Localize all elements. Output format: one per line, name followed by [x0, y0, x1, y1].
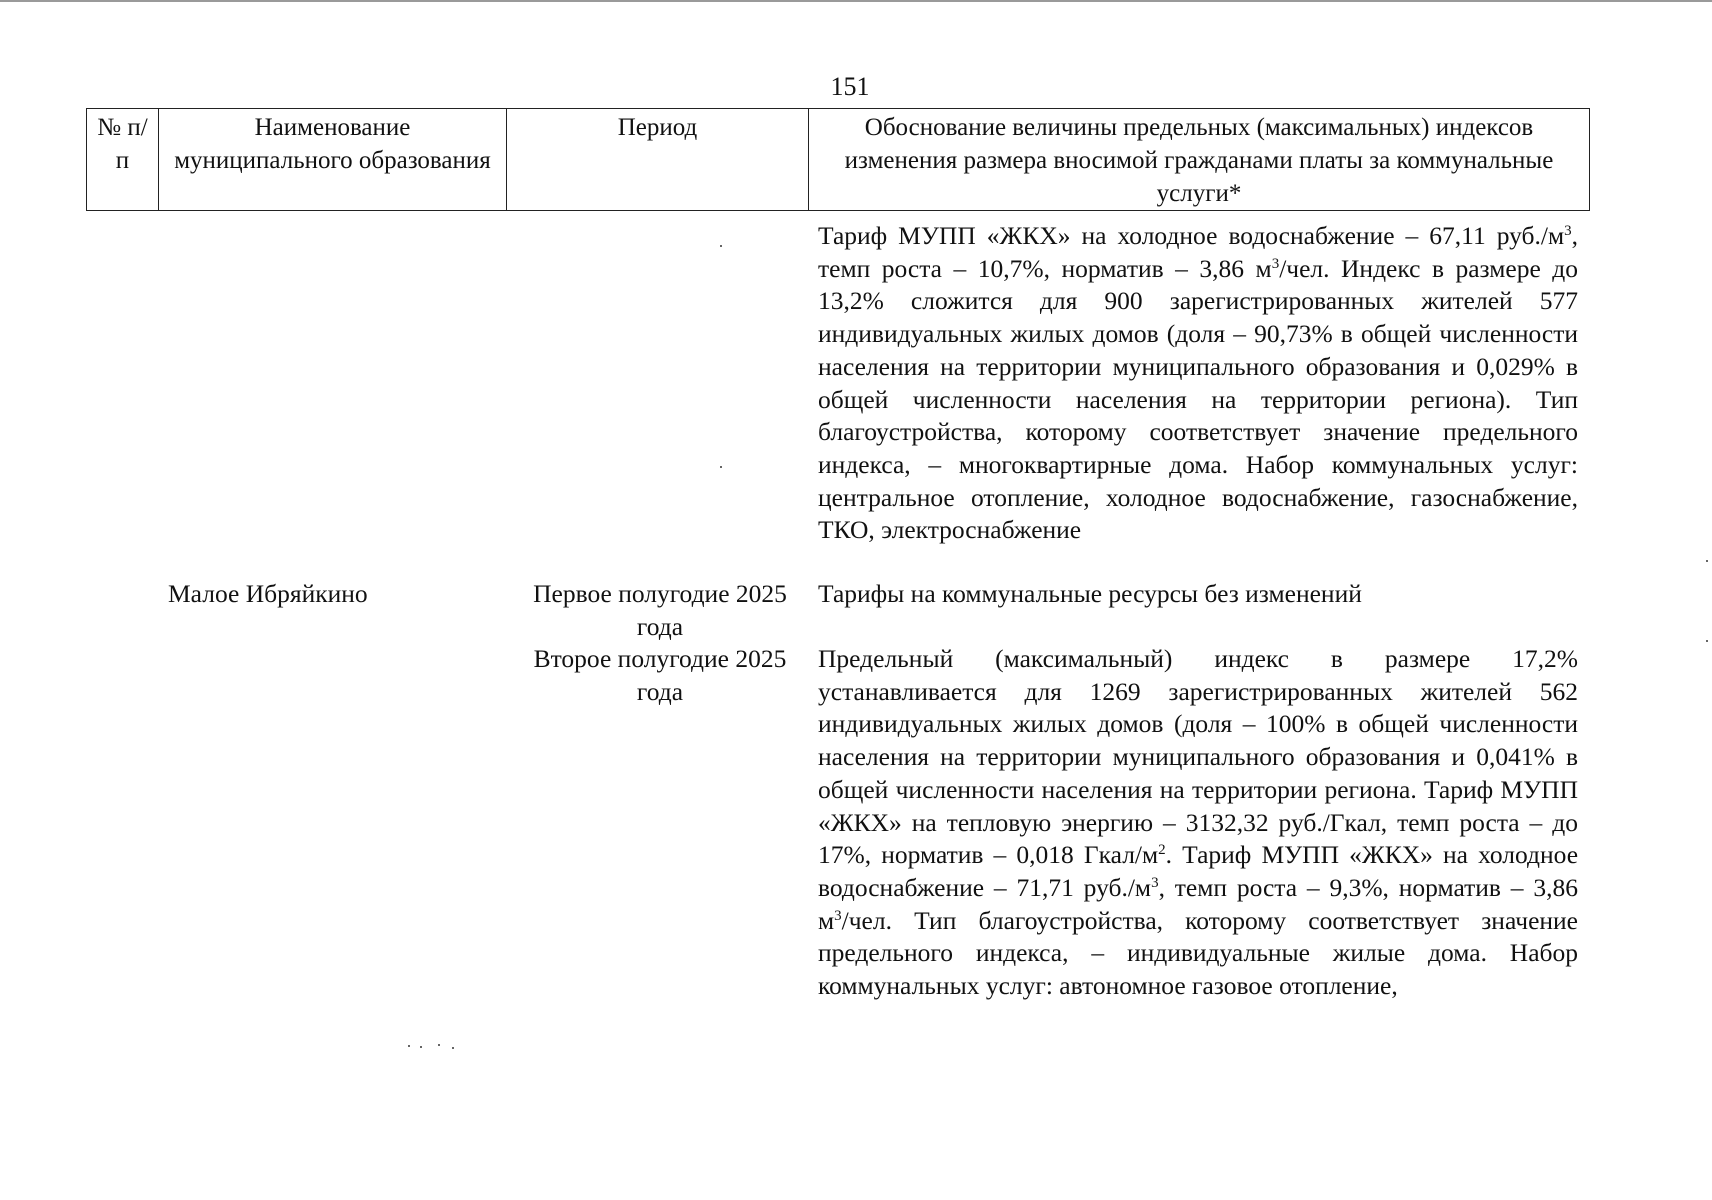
period-first-half: Первое полугодие 2025 года	[533, 579, 787, 641]
table-header	[86, 108, 1590, 211]
justification-row-0: Тариф МУПП «ЖКХ» на холодное водоснабжение – 67,11 $руб./м^3$, темп роста – 10,7%, норматив – 3,86 $м^3$/чел. Индекс в размере до 13,2% сложится для 900 зарегистрированных жителей 577 индивидуальных жилых домов (доля – 90,73% в общей численности населения на территории муниципального образования и 0,029% в общей численности населения на территории региона). Тип благоустройства, которому соответствует значение предельного индекса, – многоквартирные дома. Набор коммунальных услуг: центральное отопление, холодное водоснабжение, газоснабжение, ТКО, электроснабжение	[818, 221, 1579, 545]
header-num: № п/п	[87, 109, 159, 211]
page-number: 151	[830, 72, 870, 101]
justification-row-2: Предельный (максимальный) индекс в размере 17,2% устанавливается для 1269 зарегистрированных жителей 562 индивидуальных жилых домов (доля – 100% в общей численности населения на территории муниципального образования и 0,041% в общей численности населения на территории региона. Тариф МУПП «ЖКХ» на тепловую энергию – 3132,32 руб./Гкал, темп роста – до 17%, норматив – 0,018 Гкал/$м^2$. Тариф МУПП «ЖКХ» на холодное водоснабжение – 71,71 $руб./м^3$, темп роста – 9,3%, норматив – 3,86 $м^3$/чел. Тип благоустройства, которому соответствует значение предельного индекса, – индивидуальные жилые дома. Набор коммунальных услуг: автономное газовое отопление,	[818, 644, 1579, 1001]
period-second-half: Второе полугодие 2025 года	[533, 644, 787, 706]
header-justification: Обоснование величины предельных (максимальных) индексов изменения размера вносимой гражданами платы за коммунальные услуги*	[809, 109, 1590, 211]
scan-speck	[1706, 560, 1708, 562]
scan-speck	[452, 1047, 454, 1049]
header-period: Период	[507, 109, 809, 211]
scan-speck	[1706, 640, 1708, 642]
scan-speck	[420, 1046, 422, 1048]
scan-speck	[720, 245, 722, 247]
table-header-row	[87, 109, 1590, 211]
scan-speck	[408, 1045, 410, 1047]
scan-speck	[720, 466, 722, 468]
municipality-name: Малое Ибряйкино	[168, 579, 368, 608]
top-border-line	[0, 0, 1712, 2]
justification-row-1: Тарифы на коммунальные ресурсы без изменений	[818, 579, 1362, 608]
header-municipality-name: Наименование муниципального образования	[159, 109, 507, 211]
scan-speck	[438, 1044, 440, 1046]
